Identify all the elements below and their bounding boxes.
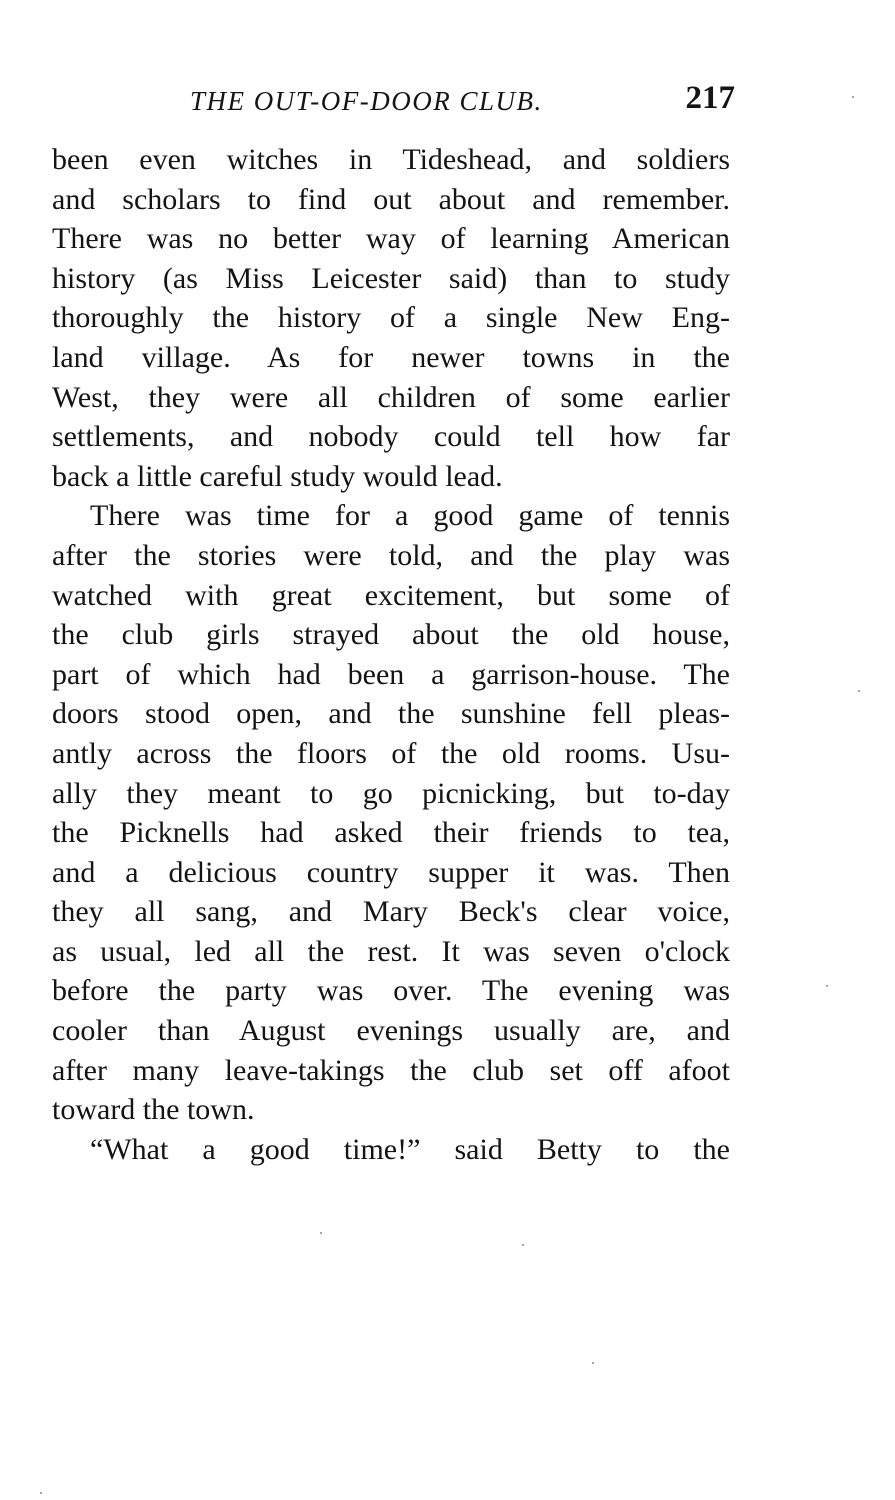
page-header [190, 80, 735, 130]
text-line: they all sang, and Mary Beck's clear voice, [52, 895, 730, 929]
text-line: watched with great excitement, but some of [52, 578, 730, 612]
text-line: land village. As for newer towns in the [52, 340, 730, 374]
text-line: the club girls strayed about the old house, [52, 618, 730, 652]
scan-speck [40, 1492, 42, 1494]
text-line: West, they were all children of some earlier [52, 380, 730, 414]
text-line: back a little careful study would lead. [52, 459, 503, 493]
scan-speck [320, 1232, 322, 1234]
text-line: part of which had been a garrison-house. The [52, 657, 730, 691]
text-line: history (as Miss Leicester said) than to study [52, 261, 730, 295]
scan-speck [826, 985, 828, 987]
text-line: and a delicious country supper it was. Then [52, 855, 730, 889]
scan-speck [858, 690, 860, 692]
text-line: after many leave-takings the club set off afoot [52, 1053, 730, 1087]
text-line: There was no better way of learning American [52, 222, 730, 256]
text-line: as usual, led all the rest. It was seven o'clock [52, 934, 730, 968]
text-line: ally they meant to go picnicking, but to-day [52, 776, 730, 810]
text-line: doors stood open, and the sunshine fell pleas- [52, 697, 730, 731]
paragraph-start-line: There was time for a good game of tennis [90, 499, 730, 533]
text-line: antly across the floors of the old rooms. Usu- [52, 736, 730, 770]
text-line: the Picknells had asked their friends to tea, [52, 816, 730, 850]
text-line: after the stories were told, and the play was [52, 538, 730, 572]
running-title: THE OUT-OF-DOOR CLUB. [190, 86, 543, 116]
scan-speck [522, 1244, 524, 1246]
text-line: toward the town. [52, 1093, 255, 1127]
text-line: before the party was over. The evening was [52, 974, 730, 1008]
text-line: been even witches in Tideshead, and soldiers [52, 143, 730, 176]
text-line: and scholars to find out about and remember. [52, 182, 730, 216]
scan-speck [852, 96, 854, 98]
page-number: 217 [685, 80, 735, 116]
text-line: thoroughly the history of a single New Eng- [52, 301, 730, 335]
scan-speck [592, 1362, 594, 1364]
paragraph-start-line: “What a good time!” said Betty to the [90, 1132, 730, 1166]
text-line: settlements, and nobody could tell how far [52, 420, 730, 454]
text-line: cooler than August evenings usually are, and [52, 1014, 730, 1048]
body-text [52, 140, 730, 1169]
